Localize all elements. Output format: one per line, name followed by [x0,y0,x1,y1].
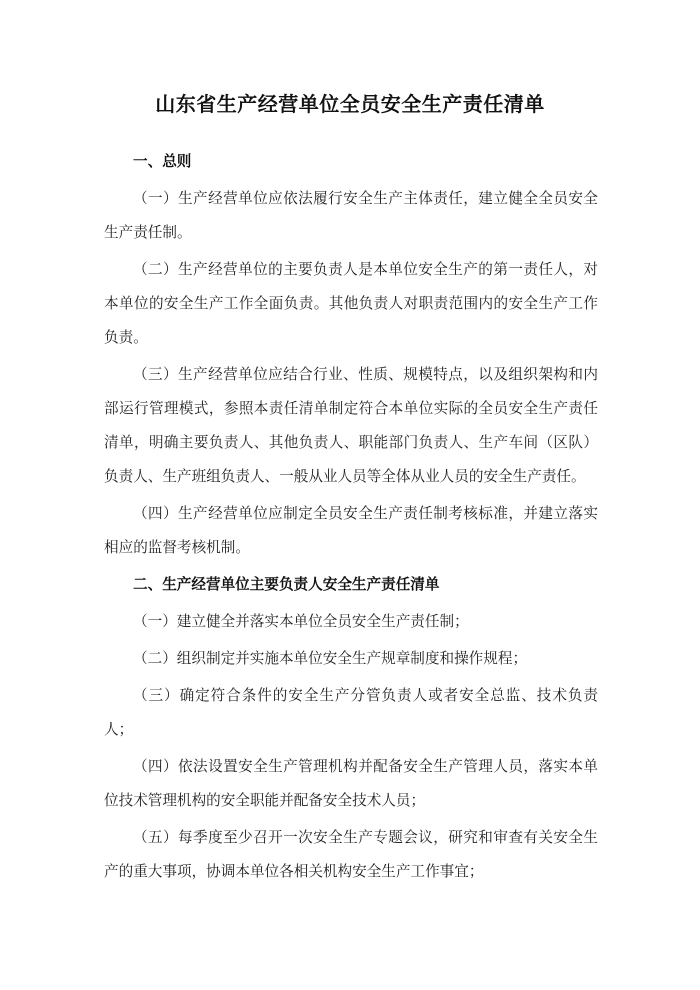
paragraph-general-3: （三）生产经营单位应结合行业、性质、规模特点，以及组织架构和内部运行管理模式，参照本责任清单制定符合本单位实际的全员安全生产责任清单，明确主要负责人、其他负责人、职能部门负责人、生产车间（区队）负责人、生产班组负责人、一般从业人员等全体从业人员的安全生产责任。 [104,366,598,485]
section-general [104,145,598,889]
paragraph-general-2: （二）生产经营单位的主要负责人是本单位安全生产的第一责任人，对本单位的安全生产工作全面负责。其他负责人对职责范围内的安全生产工作负责。 [104,261,598,346]
paragraph-principal-4: （四）依法设置安全生产管理机构并配备安全生产管理人员，落实本单位技术管理机构的安全职能并配备安全技术人员； [104,758,598,809]
paragraph-principal-3: （三）确定符合条件的安全生产分管负责人或者安全总监、技术负责人； [104,687,598,738]
paragraph-general-4: （四）生产经营单位应制定全员安全生产责任制考核标准，并建立落实相应的监督考核机制。 [104,505,598,556]
paragraph-general-1: （一）生产经营单位应依法履行安全生产主体责任，建立健全全员安全生产责任制。 [104,190,598,241]
paragraph-principal-1: （一）建立健全并落实本单位全员安全生产责任制； [133,613,469,630]
section-heading-general: 一、总则 [133,153,192,170]
paragraph-principal-5: （五）每季度至少召开一次安全生产专题会议，研究和审查有关安全生产的重大事项，协调本单位各相关机构安全生产工作事宜； [104,829,598,880]
section-heading-principal-duties: 二、生产经营单位主要负责人安全生产责任清单 [133,576,440,593]
paragraph-principal-2: （二）组织制定并实施本单位安全生产规章制度和操作规程； [133,650,528,667]
document-title: 山东省生产经营单位全员安全生产责任清单 [155,92,545,116]
